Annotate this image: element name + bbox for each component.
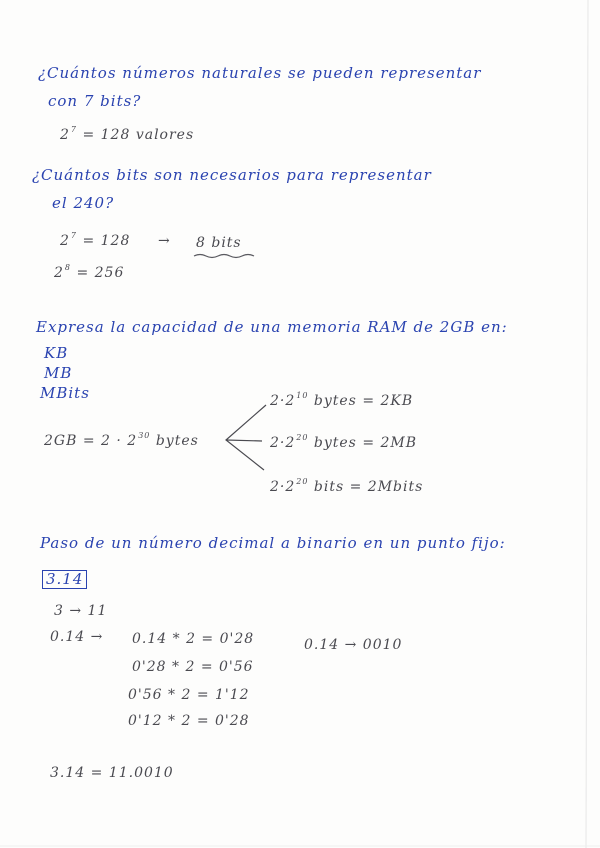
q3-lhs-base: 2GB = 2 · 2 xyxy=(44,433,138,449)
q2-calc2-rest: = 256 xyxy=(71,265,125,281)
q3-branch-mbits-exponent: 20 xyxy=(296,477,309,486)
q3-lhs-unit: bytes xyxy=(150,433,199,449)
q3-branch-mbits-base: 2·2 xyxy=(270,479,296,495)
q2-result: 8 bits xyxy=(196,235,242,251)
q1-answer-rest: = 128 valores xyxy=(77,127,195,143)
q2-calc1-base: 2 xyxy=(60,233,70,249)
q4-title: Paso de un número decimal a binario en un punto fijo: xyxy=(40,534,506,552)
q4-step1: 3 → 11 xyxy=(54,603,108,619)
q4-number-boxed: 3.14 xyxy=(42,570,87,589)
q3-branch-mb-exponent: 20 xyxy=(296,433,309,442)
q3-branch-mb xyxy=(270,434,417,450)
q2-calc2-base: 2 xyxy=(54,265,64,281)
q3-branch-kb xyxy=(270,392,413,408)
q1-line1: ¿Cuántos números naturales se pueden representar xyxy=(38,64,482,82)
q4-side-result: 0.14 → 0010 xyxy=(304,637,403,653)
q4-step2-d: 0'12 * 2 = 0'28 xyxy=(128,713,250,729)
q2-calc1-exponent: 7 xyxy=(70,231,78,240)
q3-branch-mbits xyxy=(270,478,423,494)
q3-branch-mbits-rest: bits = 2Mbits xyxy=(308,479,424,495)
q4-step2-b: 0'28 * 2 = 0'56 xyxy=(132,659,254,675)
q2-calc1-rest: = 128 xyxy=(77,233,131,249)
q1-answer-exponent: 7 xyxy=(70,125,78,134)
q3-branch-kb-rest: bytes = 2KB xyxy=(308,393,414,409)
q3-branch-mb-rest: bytes = 2MB xyxy=(308,435,418,451)
q3-lhs-exponent: 30 xyxy=(138,431,151,440)
q2-line2: el 240? xyxy=(52,194,115,212)
q3-unit-mbits: MBits xyxy=(40,384,90,402)
q4-step2-c: 0'56 * 2 = 1'12 xyxy=(128,687,250,703)
q3-line1: Expresa la capacidad de una memoria RAM de 2GB en: xyxy=(36,318,508,336)
q4-step2-lhs: 0.14 → xyxy=(50,629,104,645)
q3-branch-kb-exponent: 10 xyxy=(296,391,309,400)
q4-final: 3.14 = 11.0010 xyxy=(50,765,174,781)
q3-branch-kb-base: 2·2 xyxy=(270,393,296,409)
q1-answer-base: 2 xyxy=(60,127,70,143)
q2-arrow: → xyxy=(158,233,171,249)
q3-branch-mb-base: 2·2 xyxy=(270,435,296,451)
q1-line2: con 7 bits? xyxy=(48,92,142,110)
q3-unit-mb: MB xyxy=(44,364,73,382)
q2-line1: ¿Cuántos bits son necesarios para representar xyxy=(32,166,432,184)
q2-calc2-exponent: 8 xyxy=(64,263,72,272)
q4-step2-a: 0.14 * 2 = 0'28 xyxy=(132,631,255,647)
q3-unit-kb: KB xyxy=(44,344,69,362)
